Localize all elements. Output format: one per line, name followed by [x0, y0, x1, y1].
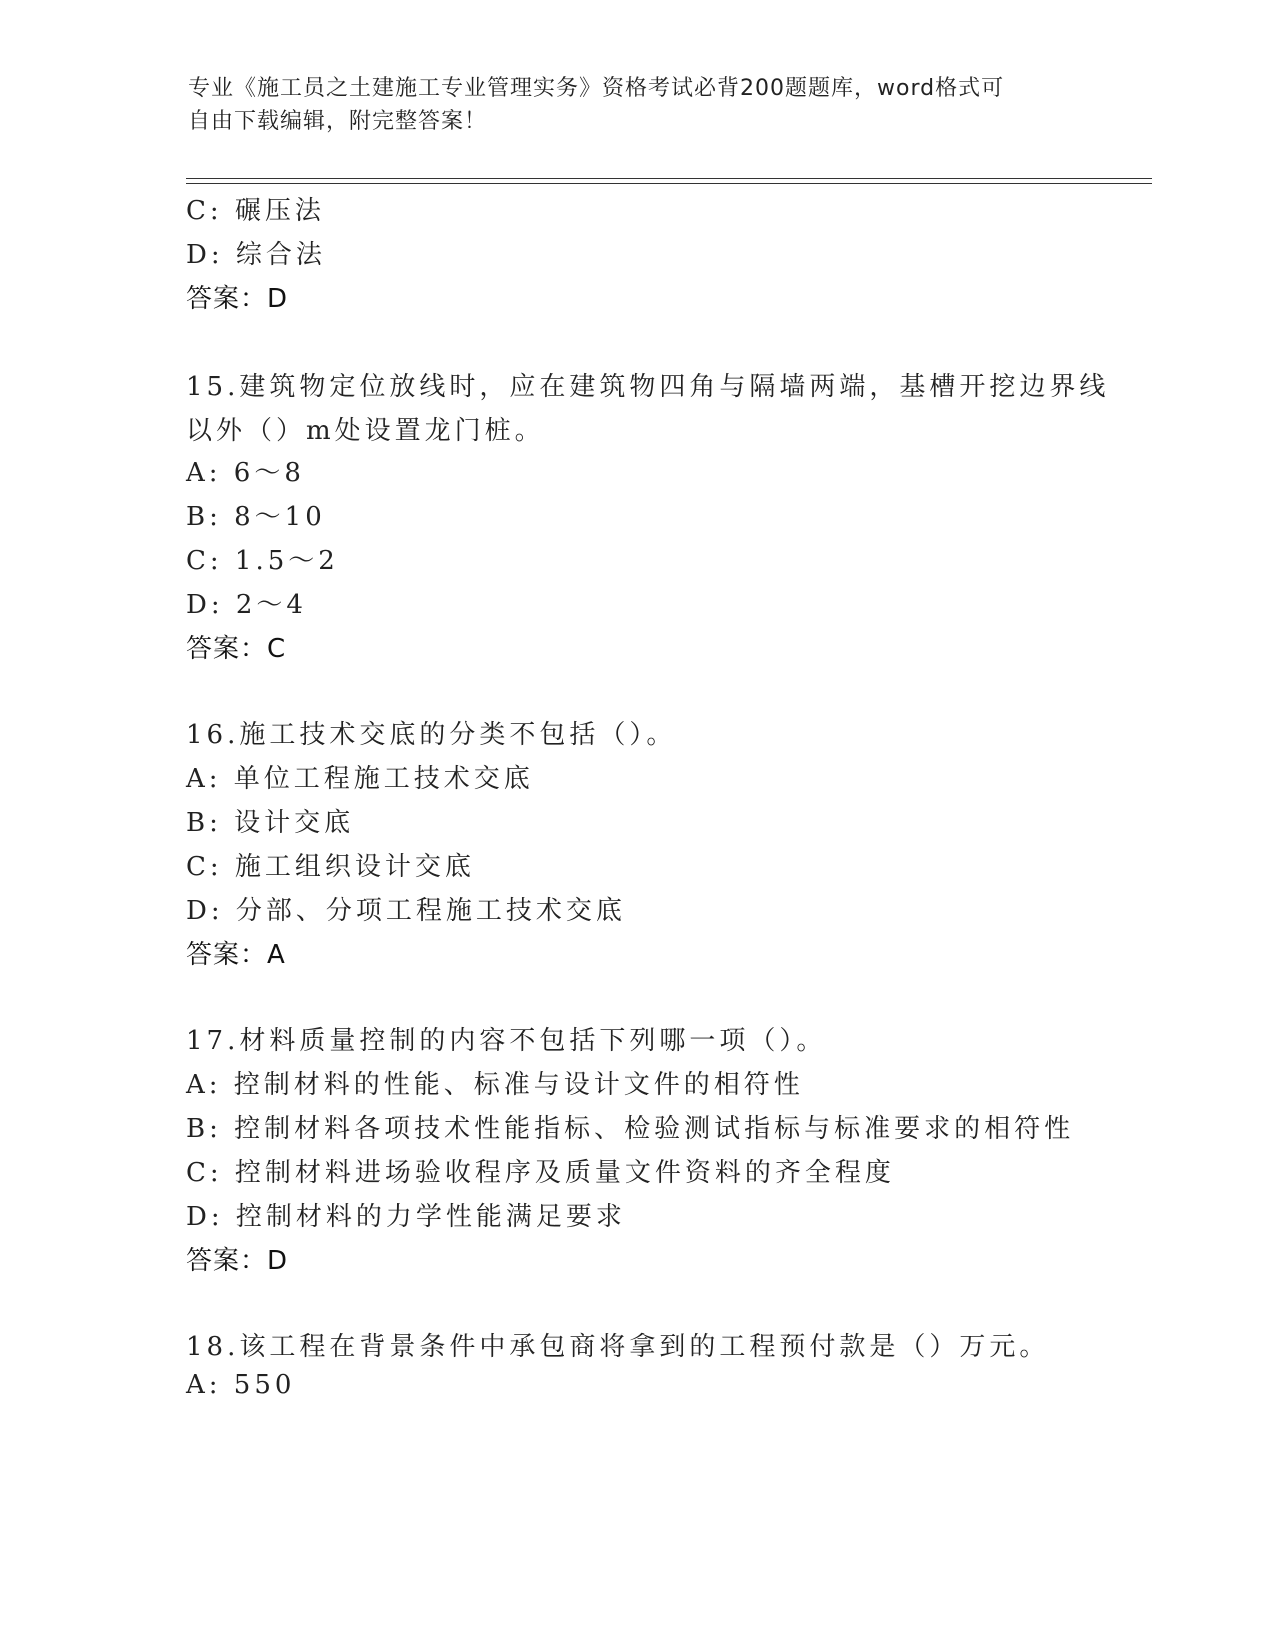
prev-option-c: C: 碾压法	[186, 196, 325, 226]
header-divider-bottom	[186, 183, 1152, 184]
q15-stem-line-2: 以外（）m处设置龙门桩。	[186, 416, 545, 446]
q15-stem-line-1: 15.建筑物定位放线时，应在建筑物四角与隔墙两端，基槽开挖边界线	[186, 372, 1110, 402]
q18-stem: 18.该工程在背景条件中承包商将拿到的工程预付款是（）万元。	[186, 1332, 1050, 1362]
q17-option-d: D: 控制材料的力学性能满足要求	[186, 1202, 626, 1232]
prev-answer: 答案：D	[186, 284, 289, 314]
q17-option-b: B: 控制材料各项技术性能指标、检验测试指标与标准要求的相符性	[186, 1114, 1075, 1144]
header-line-1: 专业《施工员之土建施工专业管理实务》资格考试必背200题题库，word格式可	[188, 76, 1005, 101]
q16-option-a: A: 单位工程施工技术交底	[186, 764, 534, 794]
q16-answer: 答案：A	[186, 940, 286, 970]
q16-option-d: D: 分部、分项工程施工技术交底	[186, 896, 626, 926]
header-divider-top	[186, 178, 1152, 179]
q15-option-c: C: 1.5～2	[186, 546, 339, 576]
q17-stem: 17.材料质量控制的内容不包括下列哪一项（）。	[186, 1026, 827, 1056]
header-line-2: 自由下载编辑，附完整答案！	[188, 109, 488, 134]
q16-option-c: C: 施工组织设计交底	[186, 852, 475, 882]
q17-option-c: C: 控制材料进场验收程序及质量文件资料的齐全程度	[186, 1158, 895, 1188]
q18-option-a: A: 550	[186, 1370, 296, 1400]
q16-stem: 16.施工技术交底的分类不包括（）。	[186, 720, 677, 750]
q15-option-a: A: 6～8	[186, 458, 305, 488]
q15-option-b: B: 8～10	[186, 502, 326, 532]
prev-option-d: D: 综合法	[186, 240, 326, 270]
q17-answer: 答案：D	[186, 1246, 289, 1276]
q16-option-b: B: 设计交底	[186, 808, 355, 838]
q17-option-a: A: 控制材料的性能、标准与设计文件的相符性	[186, 1070, 804, 1100]
q15-option-d: D: 2～4	[186, 590, 307, 620]
document-header	[188, 72, 1068, 138]
q15-answer: 答案：C	[186, 634, 287, 664]
